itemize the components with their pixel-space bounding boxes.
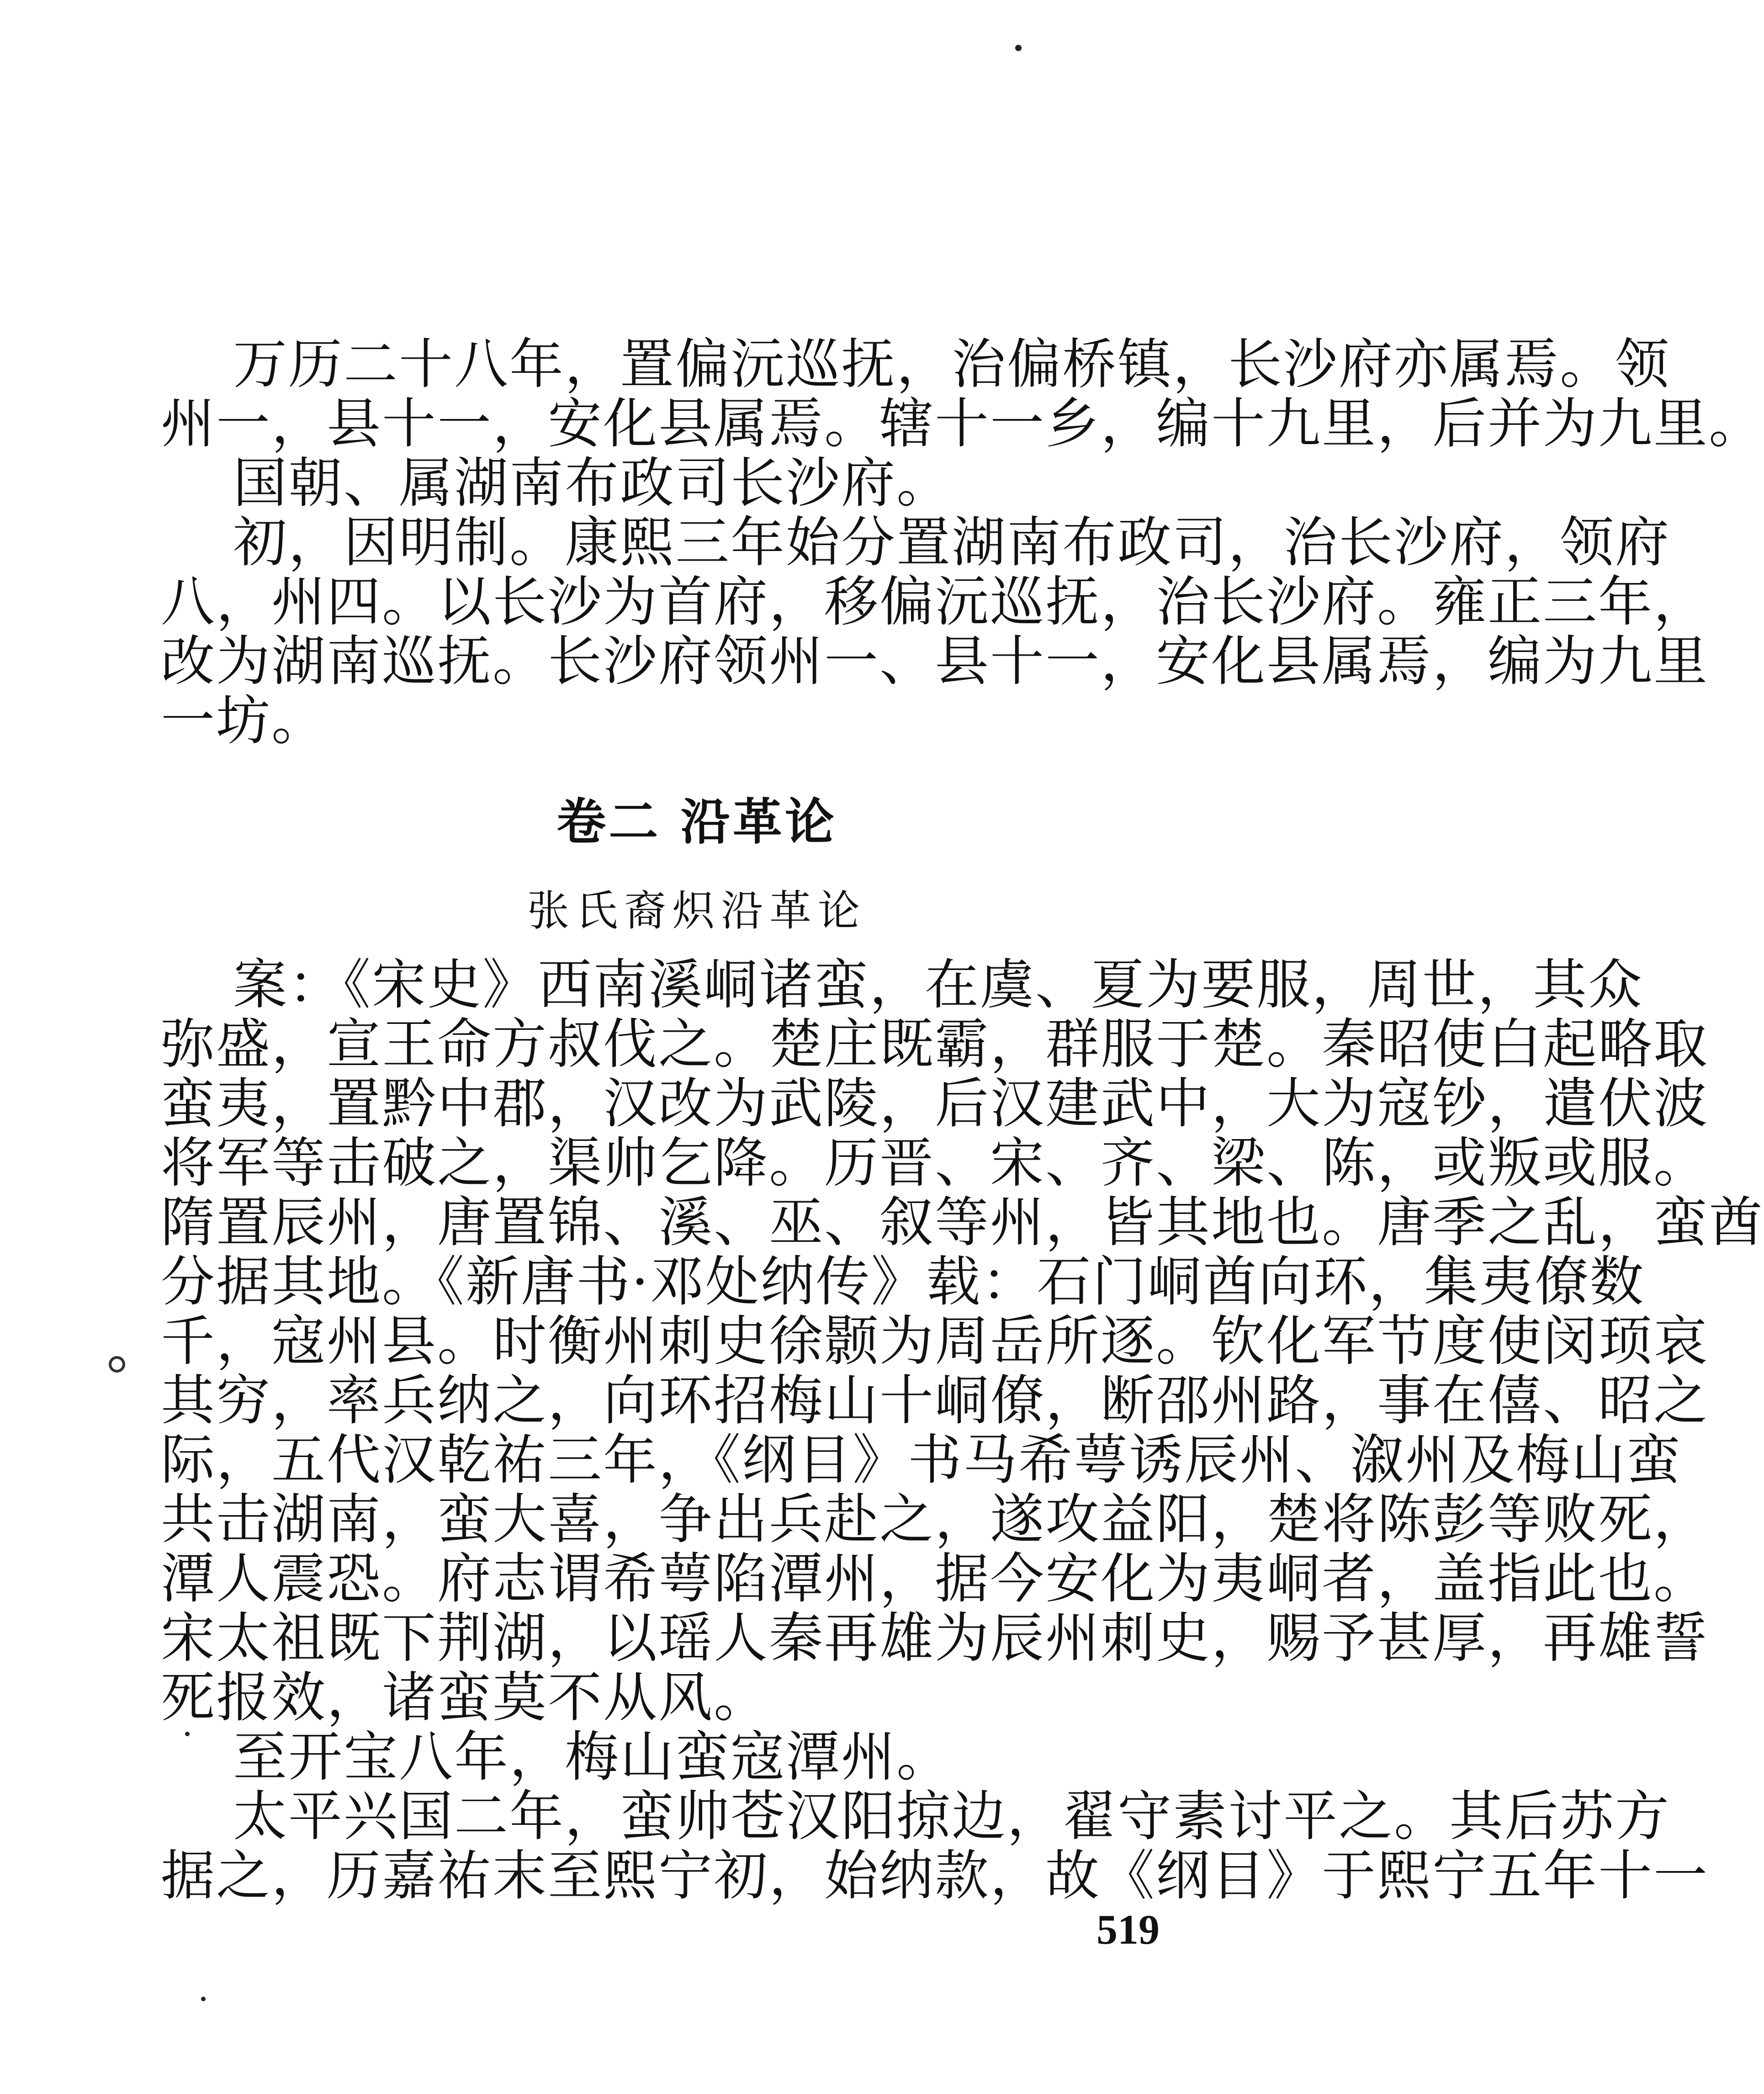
text-line: 隋置辰州，唐置锦、溪、巫、叙等州，皆其地也。唐季之乱，蛮酋	[161, 1191, 1764, 1254]
text-line: 一坊。	[161, 689, 327, 752]
text-line: 将军等击破之，渠帅乞降。历晋、宋、齐、梁、陈，或叛或服。	[161, 1131, 1709, 1194]
scan-speck	[1015, 45, 1022, 51]
sub-heading: 张氏裔炽沿革论	[527, 886, 866, 935]
text-line: 蛮夷，置黔中郡，汉改为武陵，后汉建武中，大为寇钞，遣伏波	[161, 1072, 1709, 1135]
scan-speck	[201, 1997, 206, 2001]
text-line: 宋太祖既下荆湖，以瑶人秦再雄为辰州刺史，赐予甚厚，再雄誓	[161, 1606, 1709, 1670]
page-number: 519	[1097, 1906, 1160, 1953]
text-line: 弥盛，宣王命方叔伐之。楚庄既霸，群服于楚。秦昭使白起略取	[161, 1013, 1709, 1076]
text-line: 千，寇州县。时衡州刺史徐颢为周岳所逐。钦化军节度使闵顼哀	[161, 1309, 1709, 1373]
text-line: 案：《宋史》西南溪峒诸蛮，在虞、夏为要服，周世，其众	[233, 953, 1644, 1016]
text-line: 共击湖南，蛮大喜，争出兵赴之，遂攻益阳，楚将陈彭等败死，	[161, 1488, 1709, 1551]
text-line: 改为湖南巡抚。长沙府领州一、县十一，安化县属焉，编为九里	[161, 630, 1709, 693]
text-line: 际，五代汉乾祐三年，《纲目》书马希萼诱辰州、溆州及梅山蛮	[161, 1428, 1682, 1491]
section-heading: 卷二 沿革论	[556, 793, 837, 851]
text-line: 分据其地。《新唐书·邓处纳传》载：石门峒酋向环，集夷僚数	[161, 1250, 1645, 1313]
text-line: 潭人震恐。府志谓希萼陷潭州，据今安化为夷峒者，盖指此也。	[161, 1547, 1709, 1610]
text-line: 州一，县十一，安化县属焉。辖十一乡，编十九里，后并为九里。	[161, 392, 1764, 455]
text-line: 据之，历嘉祐末至熙宁初，始纳款，故《纲目》于熙宁五年十一	[161, 1844, 1709, 1907]
text-line: 初，因明制。康熙三年始分置湖南布政司，治长沙府，领府	[233, 511, 1671, 574]
scan-speck	[185, 1732, 190, 1736]
scan-ring-mark	[109, 1356, 125, 1373]
text-line: 国朝、属湖南布政司长沙府。	[233, 451, 952, 514]
text-line: 其穷，率兵纳之，向环招梅山十峒僚，断邵州路，事在僖、昭之	[161, 1369, 1709, 1432]
text-line: 万历二十八年，置偏沅巡抚，治偏桥镇，长沙府亦属焉。领	[233, 333, 1671, 396]
text-line: 至开宝八年，梅山蛮寇潭州。	[233, 1725, 952, 1788]
text-line: 太平兴国二年，蛮帅苍汉阳掠边，翟守素讨平之。其后苏方	[233, 1785, 1671, 1848]
text-line: 八，州四。以长沙为首府，移偏沅巡抚，治长沙府。雍正三年，	[161, 570, 1709, 633]
text-line: 死报效，诸蛮莫不从风。	[161, 1666, 769, 1729]
